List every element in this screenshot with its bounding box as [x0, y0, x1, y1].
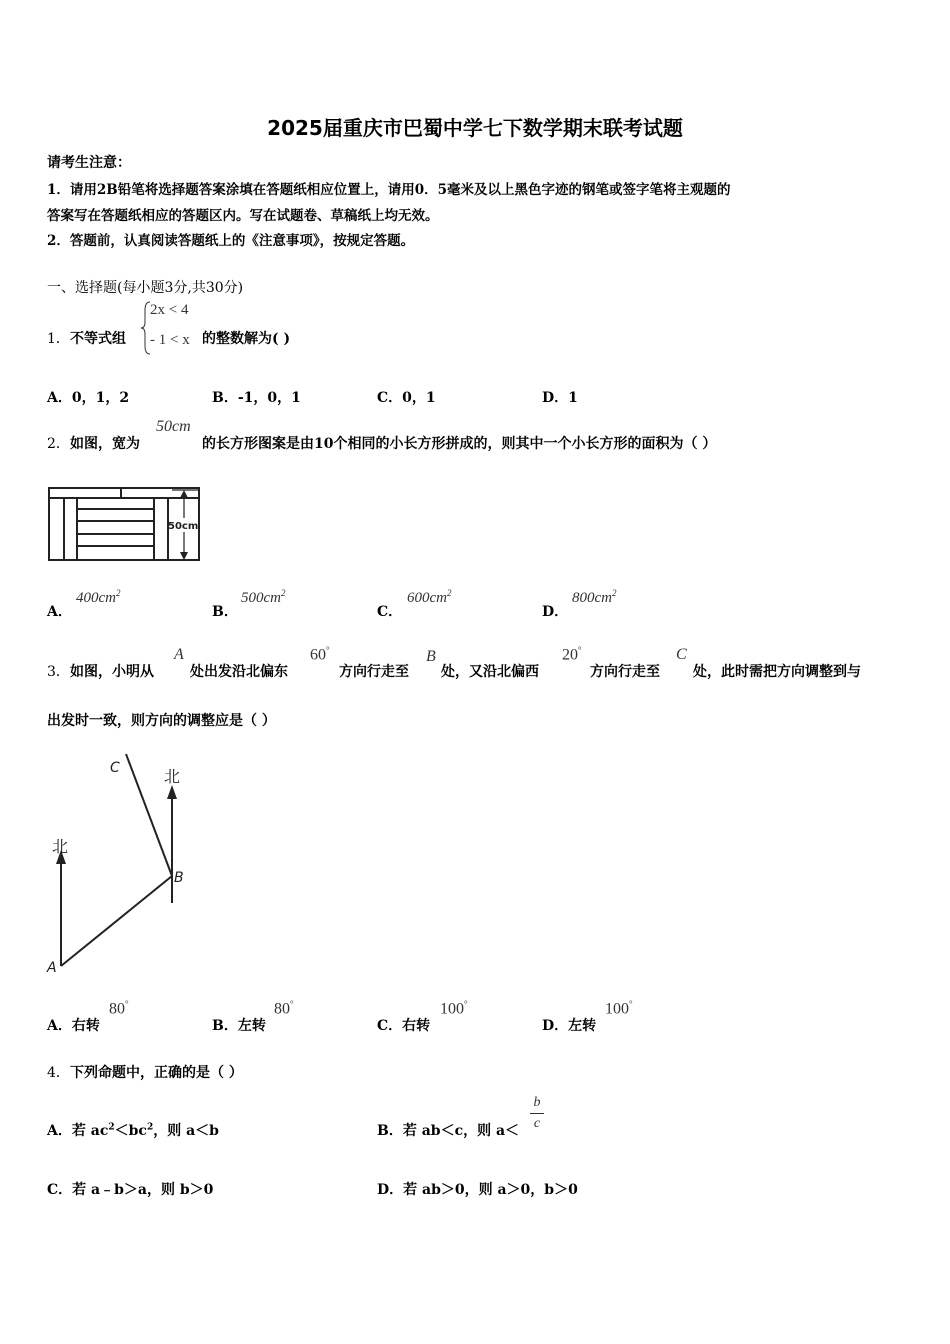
q3-option-d-angle: 100°	[605, 999, 633, 1018]
q3-point-c: C	[676, 646, 687, 663]
q3-fig-north-1: 北	[52, 837, 69, 856]
q3-option-a-label: A．右转	[47, 1018, 100, 1034]
q3-text-2: 处出发沿北偏东	[190, 664, 288, 680]
q2-width-value: 50cm	[156, 418, 191, 435]
q4-option-b: B．若 ab＜c，则 a＜	[377, 1123, 520, 1139]
q3-option-c-angle: 100°	[440, 999, 468, 1018]
q3-text-3: 方向行走至	[339, 664, 409, 680]
q2-option-d-letter: D．	[542, 604, 569, 620]
q3-fig-label-b: B	[174, 870, 184, 886]
q1-inequality-2: - 1 < x	[150, 332, 190, 348]
q4-fraction-numerator: b	[533, 1095, 541, 1110]
q2-text-post: 的长方形图案是由10个相同的小长方形拼成的，则其中一个小长方形的面积为（ ）	[202, 436, 717, 452]
q3-option-a-angle: 80°	[109, 999, 129, 1018]
q4-text: 下列命题中，正确的是（ ）	[70, 1065, 243, 1081]
q4-fraction-bar	[530, 1113, 544, 1114]
q4-option-d: D．若 ab＞0，则 a＞0，b＞0	[377, 1182, 578, 1198]
q3-text-1: 如图，小明从	[70, 664, 154, 680]
q3-text-5: 方向行走至	[590, 664, 660, 680]
q3-angle-1: 60°	[310, 645, 330, 664]
q2-option-c: $600cm^2$	[407, 588, 452, 606]
q1-option-d: D．1	[542, 390, 578, 406]
q3-text-4: 处，又沿北偏西	[441, 664, 539, 680]
q2-option-a-letter: A．	[47, 604, 72, 620]
q3-point-b: B	[426, 648, 436, 665]
q3-text-6: 处，此时需把方向调整到与	[693, 664, 861, 680]
page-title: 2025届重庆市巴蜀中学七下数学期末联考试题	[267, 116, 683, 140]
notice-line-2: 2．答题前，认真阅读答题纸上的《注意事项》，按规定答题。	[47, 233, 415, 249]
q3-option-b-angle: 80°	[274, 999, 294, 1018]
section-heading: 一、选择题(每小题3分,共30分)	[47, 280, 244, 296]
q3-option-b-label: B．左转	[212, 1018, 266, 1034]
q2-option-a: $400cm^2$	[76, 588, 121, 606]
q3-angle-2: 20°	[562, 645, 582, 664]
q1-text-post: 的整数解为( )	[202, 331, 291, 347]
q1-option-c: C．0，1	[377, 390, 436, 406]
q3-fig-label-c: C	[110, 760, 120, 776]
notice-line-1b: 答案写在答题纸相应的答题区内。写在试题卷、草稿纸上均无效。	[47, 208, 439, 224]
q2-figure-label: 50cm	[168, 521, 199, 532]
q3-number: 3．	[47, 664, 70, 680]
q1-option-b: B．-1，0，1	[212, 390, 301, 406]
q3-option-c-label: C．右转	[377, 1018, 431, 1034]
q1-option-a: A．0，1，2	[47, 390, 130, 406]
q3-fig-north-2: 北	[164, 767, 181, 786]
q1-number: 1．	[47, 331, 70, 347]
q4-number: 4．	[47, 1065, 70, 1081]
q1-text-pre: 不等式组	[70, 331, 126, 347]
q4-option-b-fraction	[530, 1094, 544, 1133]
q3-option-d-label: D．左转	[542, 1018, 597, 1034]
q2-figure	[46, 484, 206, 564]
notice-heading: 请考生注意：	[47, 155, 131, 171]
q4-fraction-denominator: c	[533, 1116, 541, 1131]
q2-option-c-letter: C．	[377, 604, 403, 620]
q3-point-a: A	[174, 646, 184, 663]
q3-text-line-2: 出发时一致，则方向的调整应是（ ）	[47, 713, 276, 729]
q4-option-a: A．若 $ac^2<bc^2$，则 a＜b	[47, 1122, 219, 1139]
q2-text-pre: 如图，宽为	[70, 436, 140, 452]
q3-fig-label-a: A	[47, 960, 57, 976]
q1-inequality-1: 2x < 4	[150, 302, 189, 318]
q2-option-b: $500cm^2$	[241, 588, 286, 606]
q2-option-d: $800cm^2$	[572, 588, 617, 606]
q2-option-b-letter: B．	[212, 604, 238, 620]
q2-number: 2．	[47, 436, 70, 452]
q4-option-c: C．若 a﹣b＞a，则 b＞0	[47, 1182, 214, 1198]
notice-line-1a: 1．请用2B铅笔将选择题答案涂填在答题纸相应位置上，请用0．5毫米及以上黑色字迹的钢笔或签字笔将主观题的	[47, 182, 731, 198]
q3-figure	[40, 748, 200, 983]
